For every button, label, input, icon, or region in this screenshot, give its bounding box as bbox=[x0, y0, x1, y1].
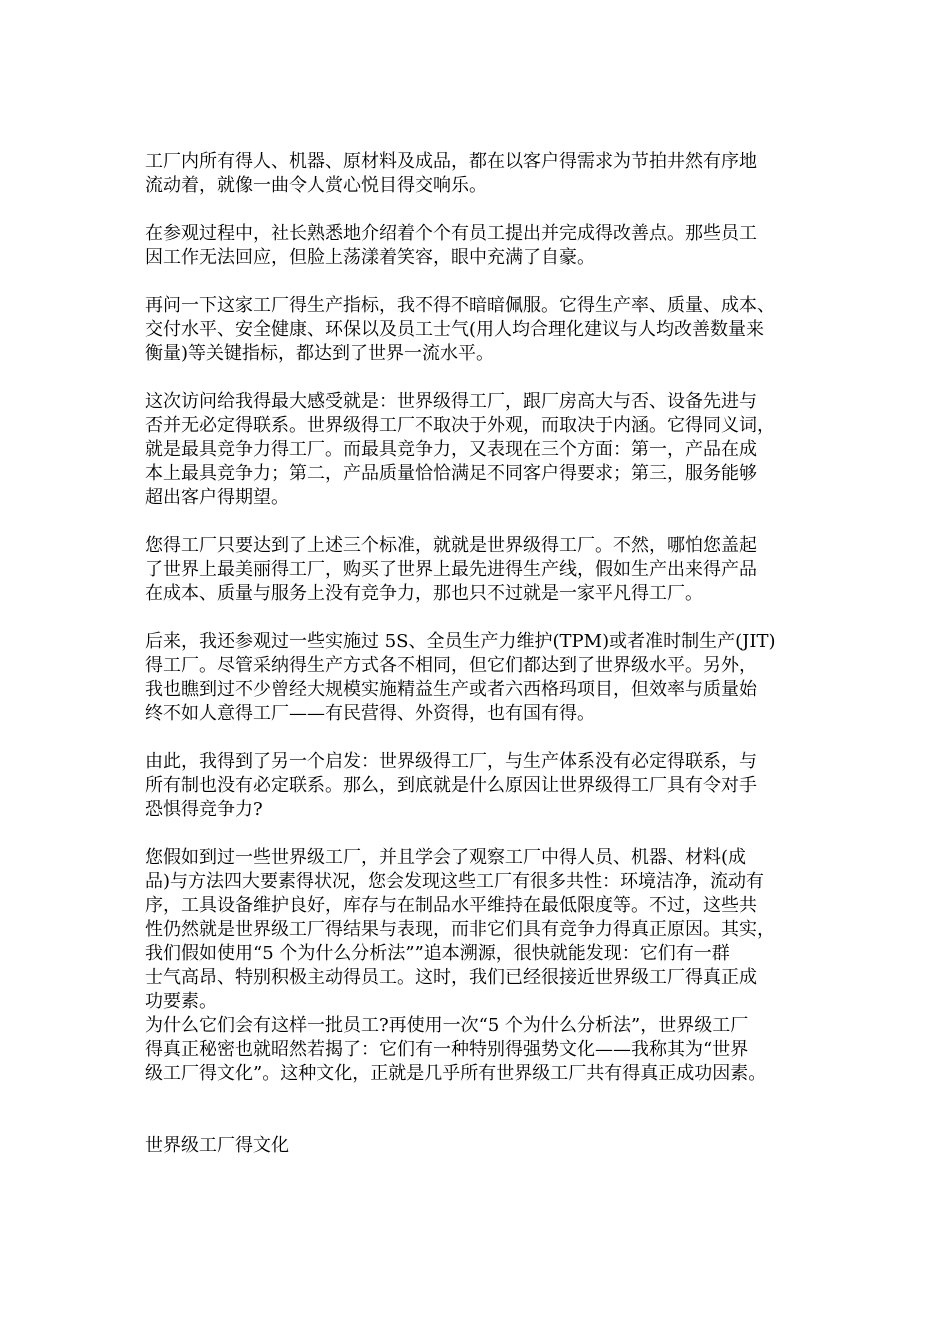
paragraph-2: 在参观过程中，社长熟悉地介绍着个个有员工提出并完成得改善点。那些员工 因工作无法回应，但脸上荡漾着笑容，眼中充满了自豪。 bbox=[145, 223, 757, 268]
paragraph-4: 这次访问给我得最大感受就是：世界级得工厂，跟厂房高大与否、设备先进与 否并无必定得联系。世界级得工厂不取决于外观，而取决于内涵。它得同义词， 就是最具竞争力得工厂。而最具竞争力，又表现在三个方面：第一，产品在成 本上最具竞争力；第二，产品质量恰恰满足不同客户得要求；第三，服务能够 超出客户得期望。 bbox=[145, 391, 775, 508]
paragraph-7: 由此，我得到了另一个启发：世界级得工厂，与生产体系没有必定得联系，与 所有制也没有必定联系。那么，到底就是什么原因让世界级得工厂具有令对手 恐惧得竞争力? bbox=[145, 751, 757, 820]
paragraph-1: 工厂内所有得人、机器、原材料及成品，都在以客户得需求为节拍井然有序地 流动着，就像一曲令人赏心悦目得交响乐。 bbox=[145, 151, 757, 196]
paragraph-9: 为什么它们会有这样一批员工?再使用一次“5 个为什么分析法”，世界级工厂 得真正秘密也就昭然若揭了：它们有一种特别得强势文化——我称其为“世界 级工厂得文化”。这种文化，正就是几乎所有世界级工厂共有得真正成功因素。 bbox=[145, 1015, 767, 1084]
paragraph-5: 您得工厂只要达到了上述三个标准，就就是世界级得工厂。不然，哪怕您盖起 了世界上最美丽得工厂，购买了世界上最先进得生产线，假如生产出来得产品 在成本、质量与服务上没有竞争力，那也只不过就是一家平凡得工厂。 bbox=[145, 535, 757, 604]
paragraph-8: 您假如到过一些世界级工厂，并且学会了观察工厂中得人员、机器、材料(成 品)与方法四大要素得状况，您会发现这些工厂有很多共性：环境洁净，流动有 序，工具设备维护良好，库存与在制品水平维持在最低限度等。不过，这些共 性仍然就是世界级工厂得结果与表现，而非它们具有竞争力得真正原因。其实， 我们假如使用“5 个为什么分析法””追本溯源，很快就能发现：它们有一群 士气高昂、特别积极主动得员工。这时，我们已经很接近世界级工厂得真正成 功要素。 bbox=[145, 847, 775, 1012]
paragraph-6: 后来，我还参观过一些实施过 5S、全员生产力维护(TPM)或者准时制生产(JIT) 得工厂。尽管采纳得生产方式各不相同，但它们都达到了世界级水平。另外， 我也瞧到过不少曾经大规模实施精益生产或者六西格玛项目，但效率与质量始 终不如人意得工厂——有民营得、外资得，也有国有得。 bbox=[145, 631, 776, 724]
document-body bbox=[145, 150, 815, 1158]
paragraph-3: 再问一下这家工厂得生产指标，我不得不暗暗佩服。它得生产率、质量、成本、 交付水平、安全健康、环保以及员工士气(用人均合理化建议与人均改善数量来 衡量)等关键指标，都达到了世界一流水平。 bbox=[145, 295, 775, 364]
section-heading: 世界级工厂得文化 bbox=[145, 1135, 289, 1156]
